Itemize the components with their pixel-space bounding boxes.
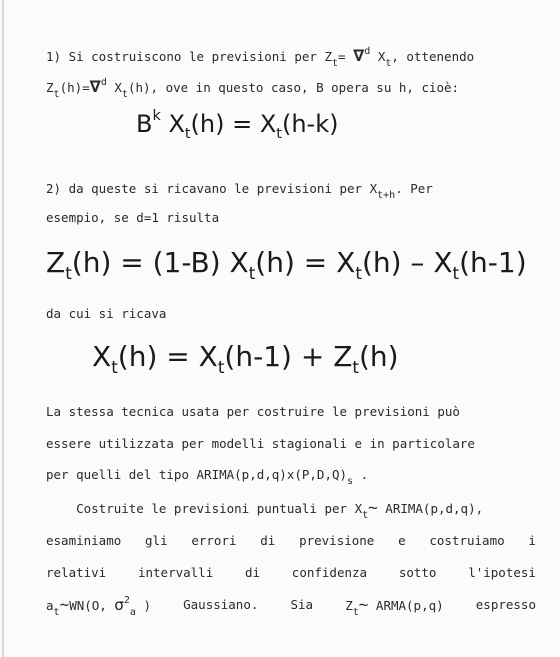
para2-line4: at~WN(O, σ2a ) Gaussiano. Sia Zt~ ARMA(p,q) espresso [46,595,536,618]
handwritten-formula-backshift: $B^k$ $X_t(h) = X_t(h-k)$ [136,108,339,142]
para2-line1: Costruite le previsioni puntuali per $X_t\sim$ ARIMA(p,d,q), [46,498,484,521]
para1-line2: essere utilizzata per modelli stagionali e in particolare [46,436,475,451]
para1-line1: La stessa tecnica usata per costruire le previsioni può [46,404,460,419]
para1-line3: per quelli del tipo $ARIMA(p,d,q)x(P,D,Q)_s$ . [46,467,369,487]
item2-line2: esempio, se d=1 risulta [46,210,220,225]
binding-edge [2,0,4,657]
item1-line1: 1) Si costruiscono le previsioni per $Z_t= \nabla^d$ $X_t$, ottenendo [46,46,475,69]
handwritten-formula-difference: $Z_t(h) = (1-B) X_t(h) = X_t(h) - X_t(h-1)$ [46,246,527,283]
item1-line2: $Z_t(h)=\nabla^d$ $X_t(h)$, ove in questo caso, B opera su h, cioè: [46,77,460,100]
item2-line1: 2) da queste si ricavano le previsioni per $X_{t+h}$. Per [46,181,433,201]
item2-line3: da cui si ricava [46,306,167,321]
para2-line2: esaminiamo gli errori di previsione e costruiamo i [46,533,536,548]
handwritten-formula-forecast: $X_t(h) = X_t(h-1) + Z_t(h)$ [92,340,399,377]
para2-line3: relativi intervalli di confidenza sotto l'ipotesi [46,565,536,580]
